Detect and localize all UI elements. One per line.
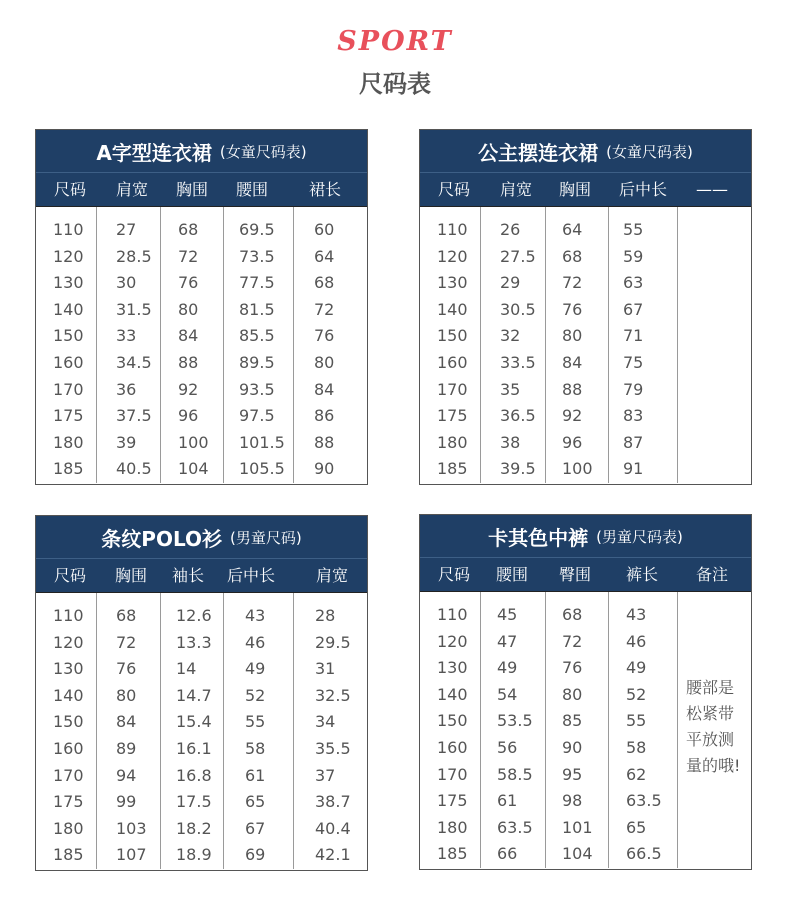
table-subtitle: (男童尺码): [229, 528, 302, 547]
table-cell: 65: [626, 817, 647, 837]
table-cell: 58: [245, 738, 266, 758]
column-divider: [96, 593, 97, 869]
table-cell: 160: [437, 352, 468, 372]
table-cell: 85: [562, 711, 583, 731]
table-cell: 14: [176, 659, 197, 679]
table-body: [36, 593, 367, 869]
table-cell: 130: [53, 659, 84, 679]
data-column: [53, 603, 84, 869]
table-cell: 40.4: [315, 818, 351, 838]
column-header: 尺码: [54, 566, 87, 585]
table-cell: 96: [178, 406, 199, 426]
table-subtitle: (男童尺码表): [596, 527, 683, 546]
table-cell: 110: [53, 606, 84, 625]
table-cell: 55: [245, 712, 266, 732]
table-cell: 92: [178, 379, 199, 399]
table-cell: 80: [116, 685, 137, 705]
table-cell: 40.5: [116, 459, 152, 479]
table-cell: 180: [53, 818, 84, 838]
table-cell: 110: [53, 220, 84, 239]
column-header: 后中长: [227, 566, 276, 585]
data-column: [562, 602, 593, 868]
table-cell: 43: [626, 605, 647, 624]
table-cell: 39.5: [500, 459, 536, 479]
table-cell: 55: [623, 220, 644, 239]
table-title: 卡其色中裤: [488, 525, 589, 550]
column-divider: [480, 592, 481, 868]
table-cell: 84: [116, 712, 137, 732]
data-column: [245, 603, 265, 869]
data-column: [178, 217, 209, 483]
column-header: 尺码: [438, 180, 471, 199]
table-cell: 92: [562, 406, 583, 426]
table-cell: 16.1: [176, 738, 212, 758]
table-cell: 89: [116, 738, 137, 758]
table-cell: 80: [562, 684, 583, 704]
table-cell: 185: [437, 844, 468, 864]
table-cell: 80: [562, 326, 583, 346]
remark-line: 松紧带: [686, 704, 735, 723]
table-cell: 46: [626, 631, 647, 651]
table-cell: 43: [245, 606, 266, 625]
table-cell: 36: [116, 379, 137, 399]
table-cell: 31.5: [116, 299, 152, 319]
remark-note: [686, 675, 748, 779]
table-cell: 29.5: [315, 632, 351, 652]
column-divider: [96, 207, 97, 483]
column-header: ——: [696, 180, 728, 199]
remark-line: 量的哦!: [686, 756, 741, 775]
table-title: 公主摆连衣裙: [478, 140, 599, 165]
table-cell: 76: [314, 326, 335, 346]
table-cell: 47: [497, 631, 518, 651]
table-cell: 53.5: [497, 711, 533, 731]
data-column: [623, 217, 643, 483]
table-cell: 68: [562, 605, 583, 624]
table-cell: 72: [562, 631, 583, 651]
table-cell: 66: [497, 844, 518, 864]
table-cell: 91: [623, 459, 644, 479]
column-header: 腰围: [236, 180, 269, 199]
data-column: [116, 217, 152, 483]
table-cell: 100: [562, 459, 593, 479]
table-cell: 185: [53, 845, 84, 865]
table-cell: 68: [178, 220, 199, 239]
column-divider: [545, 592, 546, 868]
table-cell: 37: [315, 765, 336, 785]
brand-title: SPORT: [337, 26, 453, 57]
column-header: 肩宽: [116, 180, 149, 199]
table-cell: 27: [116, 220, 137, 239]
size-table-khaki-shorts: [419, 514, 752, 870]
table-cell: 140: [53, 299, 84, 319]
table-cell: 89.5: [239, 352, 275, 372]
table-cell: 170: [53, 765, 84, 785]
table-cell: 66.5: [626, 844, 662, 864]
table-cell: 86: [314, 406, 335, 426]
table-cell: 60: [314, 220, 335, 239]
table-cell: 160: [53, 352, 84, 372]
table-cell: 83: [623, 406, 644, 426]
column-header: 尺码: [54, 180, 87, 199]
table-cell: 52: [626, 684, 647, 704]
column-divider: [545, 207, 546, 483]
table-cell: 140: [437, 684, 468, 704]
table-cell: 180: [437, 432, 468, 452]
table-cell: 120: [437, 246, 468, 266]
table-cell: 88: [178, 352, 199, 372]
column-header: 胸围: [559, 180, 592, 199]
table-cell: 42.1: [315, 845, 351, 865]
data-column: [437, 217, 468, 483]
column-header: 裙长: [309, 180, 342, 199]
table-cell: 16.8: [176, 765, 212, 785]
table-cell: 80: [314, 352, 335, 372]
table-body: [36, 207, 367, 483]
table-cell: 87: [623, 432, 644, 452]
column-divider: [223, 593, 224, 869]
table-cell: 39: [116, 432, 137, 452]
data-column: [626, 602, 662, 868]
table-cell: 140: [53, 685, 84, 705]
table-cell: 88: [314, 432, 335, 452]
table-cell: 150: [53, 712, 84, 732]
table-cell: 160: [53, 738, 84, 758]
table-cell: 76: [562, 299, 583, 319]
table-header: [36, 516, 367, 559]
table-header: [36, 130, 367, 173]
column-divider: [677, 592, 678, 868]
column-divider: [608, 592, 609, 868]
table-cell: 63: [623, 273, 644, 293]
data-column: [314, 217, 334, 483]
table-cell: 130: [437, 658, 468, 678]
table-cell: 61: [497, 791, 518, 811]
table-cell: 34: [315, 712, 336, 732]
column-header: 袖长: [172, 566, 205, 585]
table-cell: 67: [623, 299, 644, 319]
table-cell: 69.5: [239, 220, 275, 239]
table-title: 条纹POLO衫: [101, 526, 222, 551]
data-column: [562, 217, 593, 483]
column-headers: [420, 558, 751, 592]
table-cell: 84: [562, 352, 583, 372]
column-header: 胸围: [176, 180, 209, 199]
table-cell: 30: [116, 273, 137, 293]
table-cell: 56: [497, 737, 518, 757]
table-cell: 150: [437, 711, 468, 731]
table-cell: 150: [53, 326, 84, 346]
table-cell: 49: [497, 658, 518, 678]
column-divider: [293, 207, 294, 483]
column-header: 后中长: [619, 180, 668, 199]
table-cell: 58: [626, 737, 647, 757]
table-cell: 68: [562, 246, 583, 266]
table-cell: 64: [314, 246, 335, 266]
table-cell: 99: [116, 792, 137, 812]
table-cell: 104: [562, 844, 593, 864]
table-cell: 63.5: [497, 817, 533, 837]
column-header: 胸围: [115, 566, 148, 585]
table-cell: 185: [437, 459, 468, 479]
table-cell: 180: [437, 817, 468, 837]
data-column: [116, 603, 147, 869]
table-cell: 52: [245, 685, 266, 705]
table-cell: 76: [116, 659, 137, 679]
table-body: [420, 592, 751, 868]
remark-line: 腰部是: [686, 678, 735, 697]
table-cell: 180: [53, 432, 84, 452]
column-header: 裤长: [626, 565, 659, 584]
column-header: 腰围: [496, 565, 529, 584]
table-cell: 73.5: [239, 246, 275, 266]
table-cell: 175: [437, 406, 468, 426]
table-cell: 62: [626, 764, 647, 784]
table-cell: 54: [497, 684, 518, 704]
column-divider: [293, 593, 294, 869]
column-divider: [160, 593, 161, 869]
column-header: 肩宽: [500, 180, 533, 199]
table-cell: 14.7: [176, 685, 212, 705]
table-cell: 72: [562, 273, 583, 293]
table-cell: 55: [626, 711, 647, 731]
table-cell: 64: [562, 220, 583, 239]
remark-line: 平放测: [686, 730, 735, 749]
table-cell: 85.5: [239, 326, 275, 346]
size-table-a-line-dress: [35, 129, 368, 485]
table-cell: 46: [245, 632, 266, 652]
table-cell: 38.7: [315, 792, 351, 812]
table-cell: 32: [500, 326, 521, 346]
column-divider: [677, 207, 678, 483]
table-cell: 35: [500, 379, 521, 399]
data-column: [239, 217, 285, 483]
column-header: 臀围: [559, 565, 592, 584]
table-cell: 105.5: [239, 459, 285, 479]
column-headers: [36, 173, 367, 207]
column-divider: [160, 207, 161, 483]
table-cell: 103: [116, 818, 147, 838]
table-subtitle: (女童尺码表): [219, 142, 307, 161]
column-divider: [480, 207, 481, 483]
size-table-princess-dress: [419, 129, 752, 485]
table-cell: 84: [178, 326, 199, 346]
data-column: [437, 602, 468, 868]
data-column: [497, 602, 533, 868]
column-divider: [608, 207, 609, 483]
table-cell: 59: [623, 246, 644, 266]
table-cell: 15.4: [176, 712, 212, 732]
table-cell: 28: [315, 606, 336, 625]
table-cell: 69: [245, 845, 266, 865]
table-cell: 49: [245, 659, 266, 679]
table-cell: 170: [53, 379, 84, 399]
table-cell: 76: [562, 658, 583, 678]
table-cell: 130: [53, 273, 84, 293]
table-cell: 98: [562, 791, 583, 811]
table-cell: 160: [437, 737, 468, 757]
table-cell: 120: [437, 631, 468, 651]
table-cell: 71: [623, 326, 644, 346]
table-cell: 150: [437, 326, 468, 346]
table-cell: 28.5: [116, 246, 152, 266]
table-cell: 27.5: [500, 246, 536, 266]
table-cell: 95: [562, 764, 583, 784]
table-cell: 37.5: [116, 406, 152, 426]
table-cell: 17.5: [176, 792, 212, 812]
table-cell: 110: [437, 605, 468, 624]
table-cell: 104: [178, 459, 209, 479]
table-cell: 30.5: [500, 299, 536, 319]
column-divider: [223, 207, 224, 483]
table-cell: 101.5: [239, 432, 285, 452]
column-header: 尺码: [438, 565, 471, 584]
table-cell: 88: [562, 379, 583, 399]
data-column: [53, 217, 84, 483]
table-cell: 72: [314, 299, 335, 319]
page-title: 尺码表: [359, 70, 431, 98]
table-cell: 140: [437, 299, 468, 319]
table-cell: 68: [116, 606, 137, 625]
data-column: [176, 603, 212, 869]
table-cell: 93.5: [239, 379, 275, 399]
table-cell: 38: [500, 432, 521, 452]
table-cell: 77.5: [239, 273, 275, 293]
table-cell: 97.5: [239, 406, 275, 426]
table-cell: 90: [562, 737, 583, 757]
table-cell: 185: [53, 459, 84, 479]
table-cell: 175: [53, 406, 84, 426]
table-cell: 36.5: [500, 406, 536, 426]
table-cell: 130: [437, 273, 468, 293]
table-cell: 120: [53, 246, 84, 266]
table-subtitle: (女童尺码表): [606, 142, 693, 161]
table-cell: 61: [245, 765, 266, 785]
table-cell: 175: [53, 792, 84, 812]
table-cell: 68: [314, 273, 335, 293]
table-cell: 76: [178, 273, 199, 293]
table-cell: 107: [116, 845, 147, 865]
table-cell: 12.6: [176, 606, 212, 625]
table-cell: 90: [314, 459, 335, 479]
column-headers: [36, 559, 367, 593]
table-cell: 45: [497, 605, 518, 624]
table-cell: 33.5: [500, 352, 536, 372]
table-cell: 79: [623, 379, 644, 399]
table-cell: 67: [245, 818, 266, 838]
table-cell: 32.5: [315, 685, 351, 705]
table-cell: 34.5: [116, 352, 152, 372]
table-cell: 101: [562, 817, 593, 837]
table-cell: 84: [314, 379, 335, 399]
table-cell: 75: [623, 352, 644, 372]
table-cell: 120: [53, 632, 84, 652]
table-cell: 94: [116, 765, 137, 785]
column-header: 备注: [696, 565, 729, 584]
table-cell: 26: [500, 220, 521, 239]
table-header: [420, 515, 751, 558]
table-cell: 18.2: [176, 818, 212, 838]
table-cell: 58.5: [497, 764, 533, 784]
table-cell: 72: [178, 246, 199, 266]
table-cell: 33: [116, 326, 137, 346]
table-header: [420, 130, 751, 173]
table-cell: 13.3: [176, 632, 212, 652]
column-header: 肩宽: [316, 566, 349, 585]
column-headers: [420, 173, 751, 207]
table-cell: 65: [245, 792, 266, 812]
table-cell: 96: [562, 432, 583, 452]
table-cell: 29: [500, 273, 521, 293]
size-table-striped-polo: [35, 515, 368, 871]
table-cell: 63.5: [626, 791, 662, 811]
table-cell: 35.5: [315, 738, 351, 758]
table-cell: 80: [178, 299, 199, 319]
data-column: [315, 603, 351, 869]
table-title: A字型连衣裙: [96, 140, 212, 165]
table-cell: 110: [437, 220, 468, 239]
data-column: [500, 217, 536, 483]
table-cell: 49: [626, 658, 647, 678]
table-cell: 81.5: [239, 299, 275, 319]
table-cell: 72: [116, 632, 137, 652]
table-body: [420, 207, 751, 483]
table-cell: 31: [315, 659, 336, 679]
table-cell: 170: [437, 379, 468, 399]
table-cell: 100: [178, 432, 209, 452]
table-cell: 170: [437, 764, 468, 784]
table-cell: 18.9: [176, 845, 212, 865]
table-cell: 175: [437, 791, 468, 811]
